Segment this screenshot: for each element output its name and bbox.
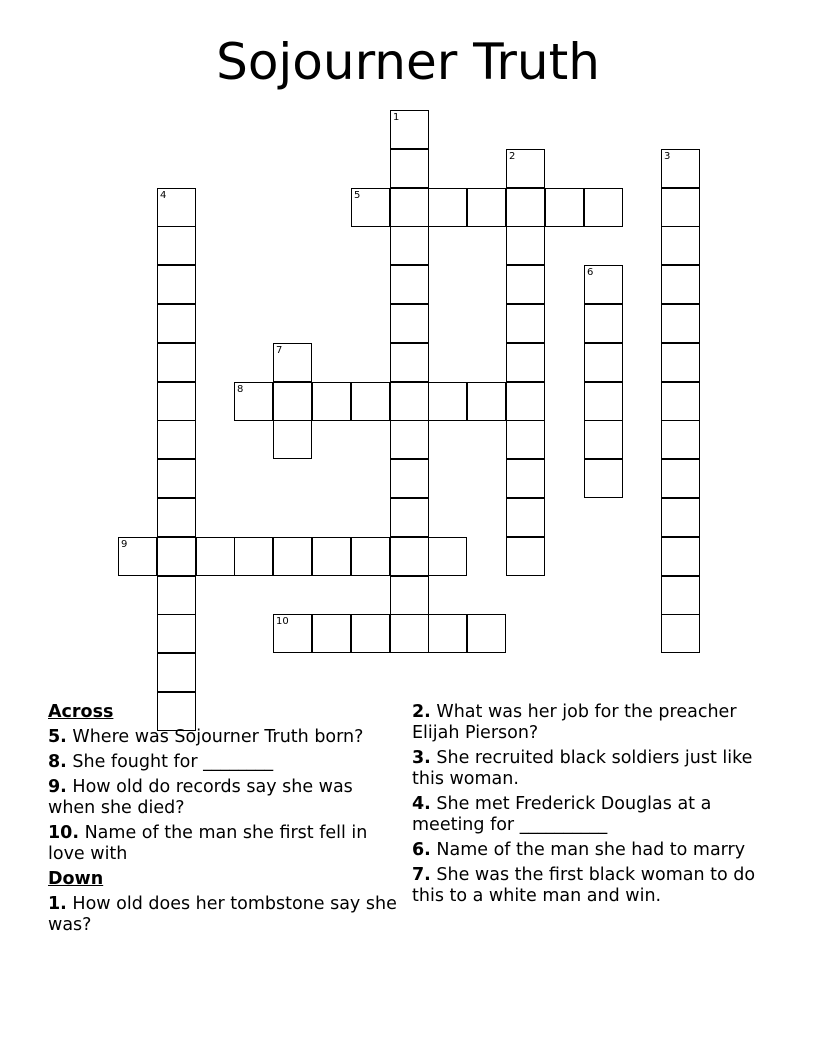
cell-number: 6 [587,267,594,278]
grid-cell[interactable] [584,304,623,343]
clue-text: She was the first black woman to do this to a white man and win. [412,865,756,906]
grid-cell[interactable] [661,459,700,498]
grid-cell[interactable] [661,343,700,382]
cell-number: 9 [121,539,128,550]
grid-cell[interactable] [157,576,196,615]
grid-cell[interactable] [390,149,429,188]
clue-text: Name of the man she first fell in love with [48,823,368,864]
grid-cell[interactable] [390,343,429,382]
grid-cell[interactable] [157,226,196,265]
grid-cell[interactable] [351,188,390,227]
page-title: Sojourner Truth [216,33,600,91]
grid-cell[interactable] [506,382,545,421]
grid-cell[interactable] [661,614,700,653]
cell-number: 8 [237,384,244,395]
cell-number: 10 [276,616,289,627]
clue-number: 6. [412,840,431,860]
grid-cell[interactable] [390,498,429,537]
cell-number: 2 [509,151,516,162]
grid-cell[interactable] [506,459,545,498]
grid-cell[interactable] [661,420,700,459]
clue-across-8 [48,752,398,773]
grid-cell[interactable] [506,226,545,265]
grid-cell[interactable] [312,614,351,653]
grid-cell[interactable] [390,304,429,343]
grid-cell[interactable] [196,537,235,576]
grid-cell[interactable] [273,537,312,576]
grid-cell[interactable] [390,110,429,149]
clue-across-10 [48,823,398,865]
grid-cell[interactable] [234,382,273,421]
grid-cell[interactable] [118,537,157,576]
clue-down-6 [412,840,757,861]
grid-cell[interactable] [506,420,545,459]
grid-cell[interactable] [506,343,545,382]
grid-cell[interactable] [273,420,312,459]
clue-number: 1. [48,894,67,914]
grid-cell[interactable] [467,614,506,653]
grid-cell[interactable] [661,226,700,265]
grid-cell[interactable] [157,614,196,653]
grid-cell[interactable] [428,614,467,653]
clue-number: 7. [412,865,431,885]
clue-number: 3. [412,748,431,768]
clue-number: 5. [48,727,67,747]
grid-cell[interactable] [584,343,623,382]
grid-cell[interactable] [467,382,506,421]
across-heading: Across [48,702,114,722]
grid-cell[interactable] [312,537,351,576]
grid-cell[interactable] [273,614,312,653]
grid-cell[interactable] [584,459,623,498]
grid-cell[interactable] [157,653,196,692]
clue-text: How old does her tombstone say she was? [48,894,397,935]
down-heading: Down [48,869,104,889]
cell-number: 1 [393,112,400,123]
grid-cell[interactable] [584,188,623,227]
grid-cell[interactable] [157,382,196,421]
grid-cell[interactable] [584,420,623,459]
cell-number: 3 [664,151,671,162]
grid-cell[interactable] [351,382,390,421]
clue-number: 2. [412,702,431,722]
grid-cell[interactable] [661,498,700,537]
clue-number: 10. [48,823,80,843]
grid-cell[interactable] [661,149,700,188]
grid-cell[interactable] [467,188,506,227]
grid-cell[interactable] [661,382,700,421]
clue-number: 9. [48,777,67,797]
grid-cell[interactable] [351,537,390,576]
grid-cell[interactable] [661,304,700,343]
grid-cell[interactable] [157,265,196,304]
clue-across-9 [48,777,398,819]
grid-cell[interactable] [157,459,196,498]
grid-cell[interactable] [584,382,623,421]
grid-cell[interactable] [273,382,312,421]
cell-number: 4 [160,190,167,201]
grid-cell[interactable] [428,382,467,421]
clue-text: What was her job for the preacher Elijah Pierson? [412,702,737,743]
clue-text: Where was Sojourner Truth born? [72,727,364,747]
grid-cell[interactable] [390,382,429,421]
clue-down-7 [412,865,757,907]
grid-cell[interactable] [584,265,623,304]
grid-cell[interactable] [428,188,467,227]
grid-cell[interactable] [157,537,196,576]
grid-cell[interactable] [390,420,429,459]
clues-left-column [48,702,398,940]
clue-text: Name of the man she had to marry [436,840,746,860]
grid-cell[interactable] [157,420,196,459]
grid-cell[interactable] [506,188,545,227]
grid-cell[interactable] [312,382,351,421]
grid-cell[interactable] [157,304,196,343]
clue-down-4 [412,794,757,836]
grid-cell[interactable] [506,304,545,343]
clue-number: 8. [48,752,67,772]
clue-number: 4. [412,794,431,814]
grid-cell[interactable] [390,226,429,265]
grid-cell[interactable] [273,343,312,382]
grid-cell[interactable] [390,576,429,615]
clues-right-column [412,702,757,911]
grid-cell[interactable] [661,188,700,227]
grid-cell[interactable] [390,459,429,498]
clue-text: How old do records say she was when she died? [48,777,353,818]
grid-cell[interactable] [234,537,273,576]
grid-cell[interactable] [506,537,545,576]
grid-cell[interactable] [390,537,429,576]
grid-cell[interactable] [506,498,545,537]
grid-cell[interactable] [157,498,196,537]
grid-cell[interactable] [390,188,429,227]
grid-cell[interactable] [390,265,429,304]
clue-text: She fought for ________ [72,752,274,772]
clue-down-2 [412,702,757,744]
cell-number: 5 [354,190,361,201]
clue-down-1 [48,894,398,936]
grid-cell[interactable] [351,614,390,653]
grid-cell[interactable] [661,537,700,576]
clue-down-3 [412,748,757,790]
grid-cell[interactable] [545,188,584,227]
grid-cell[interactable] [506,149,545,188]
grid-cell[interactable] [428,537,467,576]
grid-cell[interactable] [506,265,545,304]
clue-text: She recruited black soldiers just like this woman. [412,748,753,789]
grid-cell[interactable] [157,343,196,382]
clue-across-5 [48,727,398,748]
grid-cell[interactable] [661,265,700,304]
grid-cell[interactable] [661,576,700,615]
cell-number: 7 [276,345,283,356]
clue-text: She met Frederick Douglas at a meeting for __________ [412,794,712,835]
grid-cell[interactable] [390,614,429,653]
grid-cell[interactable] [157,188,196,227]
